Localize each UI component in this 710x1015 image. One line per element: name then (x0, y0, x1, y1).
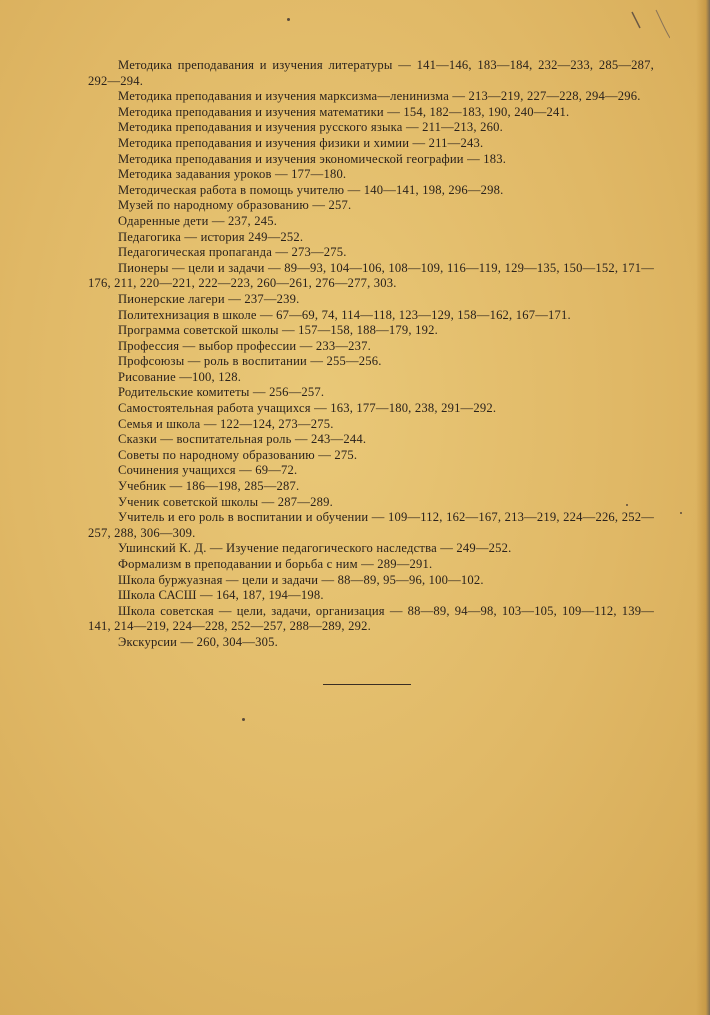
index-entry: Профсоюзы — роль в воспитании — 255—256. (118, 354, 382, 369)
index-entry: Школа САСШ — 164, 187, 194—198. (118, 588, 324, 603)
index-entry: Школа буржуазная — цели и задачи — 88—89, 95—96, 100—102. (118, 572, 484, 587)
subject-index (88, 58, 654, 651)
paper-speck (680, 512, 682, 514)
index-entry: Ушинский К. Д. — Изучение педагогического наследства — 249—252. (118, 541, 512, 556)
end-rule-divider (323, 684, 411, 685)
index-entry: Методика преподавания и изучения математики — 154, 182—183, 190, 240—241. (118, 104, 570, 119)
index-entry: Политехнизация в школе — 67—69, 74, 114—118, 123—129, 158—162, 167—171. (118, 307, 571, 322)
index-entry: Семья и школа — 122—124, 273—275. (118, 416, 334, 431)
index-entry: Учитель и его роль в воспитании и обучении — 109—112, 162—167, 213—219, 224—226, 252—257, 288, 306—309. (88, 510, 654, 540)
page-edge-shadow (696, 0, 710, 1015)
index-entry: Педагогика — история 249—252. (118, 229, 304, 244)
paper-speck (287, 18, 290, 21)
index-entry: Программа советской школы — 157—158, 188—179, 192. (118, 323, 438, 338)
index-entry: Экскурсии — 260, 304—305. (118, 634, 278, 649)
index-entry: Сочинения учащихся — 69—72. (118, 463, 298, 478)
index-entry: Профессия — выбор профессии — 233—237. (118, 338, 371, 353)
index-entry: Методика преподавания и изучения экономической географии — 183. (118, 151, 507, 166)
index-entry: Методика преподавания и изучения русского языка — 211—213, 260. (118, 120, 503, 135)
paper-speck (626, 504, 628, 506)
index-entry: Родительские комитеты — 256—257. (118, 385, 325, 400)
paper-speck (242, 718, 245, 721)
index-entry: Музей по народному образованию — 257. (118, 198, 352, 213)
index-entry: Методика задавания уроков — 177—180. (118, 167, 347, 182)
index-entry: Педагогическая пропаганда — 273—275. (118, 245, 347, 260)
index-entry: Самостоятельная работа учащихся — 163, 177—180, 238, 291—292. (118, 401, 497, 416)
index-entry: Методика преподавания и изучения литературы — 141—146, 183—184, 232—233, 285—287, 292—294. (88, 58, 654, 88)
index-entry: Школа советская — цели, задачи, организация — 88—89, 94—98, 103—105, 109—112, 139—141, 214—219, 224—228, 252—257, 288—289, 292. (88, 603, 654, 634)
index-entry: Формализм в преподавании и борьба с ним — 289—291. (118, 557, 433, 571)
index-entry: Пионерские лагери — 237—239. (118, 291, 300, 306)
index-entry: Методика преподавания и изучения физики и химии — 211—243. (118, 135, 484, 150)
index-entry: Рисование —100, 128. (118, 369, 242, 384)
index-entry: Сказки — воспитательная роль — 243—244. (118, 432, 367, 447)
index-entry: Одаренные дети — 237, 245. (118, 213, 278, 228)
index-entry: Учебник — 186—198, 285—287. (118, 479, 300, 494)
index-entry: Пионеры — цели и задачи — 89—93, 104—106, 108—109, 116—119, 129—135, 150—152, 171—176, 211, 220—221, 222—223, 260—261, 276—277, 303. (88, 260, 654, 291)
index-entry: Методическая работа в помощь учителю — 140—141, 198, 296—298. (118, 182, 504, 197)
index-entry: Советы по народному образованию — 275. (118, 447, 358, 462)
page-corner-tear-mark (630, 8, 670, 48)
index-entry: Ученик советской школы — 287—289. (118, 494, 333, 509)
index-entry: Методика преподавания и изучения марксизма—ленинизма — 213—219, 227—228, 294—296. (118, 89, 641, 104)
